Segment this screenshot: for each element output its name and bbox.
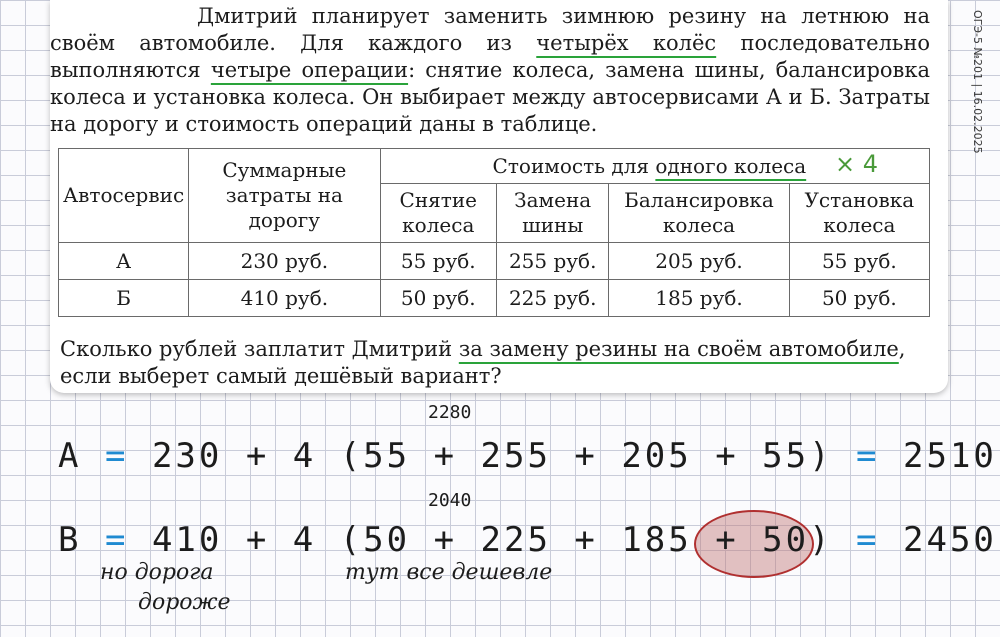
price-table — [58, 148, 930, 317]
cost-header-prefix: Стоимость для — [492, 153, 656, 178]
cell-travel: 410 руб. — [189, 280, 380, 317]
table-row — [59, 280, 930, 317]
cell-op: 50 руб. — [789, 280, 929, 317]
header-op-balancing: Балансировка колеса — [609, 184, 789, 243]
cell-op: 255 руб. — [497, 243, 609, 280]
cost-header-highlight: одного колеса — [655, 153, 807, 178]
cell-travel: 230 руб. — [189, 243, 380, 280]
note-cheaper: тут все дешевле — [345, 560, 553, 585]
cell-op: 55 руб. — [789, 243, 929, 280]
problem-statement — [50, 3, 930, 138]
problem-text-2: последовательно выполняются — [50, 31, 930, 82]
question-highlight: за замену резины на своём автомобиле — [458, 337, 899, 361]
problem-card — [50, 0, 948, 393]
note-road: но дорога — [100, 560, 214, 585]
wheels-highlight: четырёх колёс — [536, 31, 717, 55]
problem-text-3: : снятие колеса, замена шины, балансировка колеса и установка колеса. Он выбирает между автосервисами А и Б. Затраты на дорогу и стоимость операций даны в таблице. — [50, 58, 930, 136]
cell-service: Б — [59, 280, 189, 317]
b-subtotal: 2040 — [428, 490, 472, 511]
note-road-costlier: дороже — [138, 590, 231, 615]
side-stamp — [966, 10, 990, 180]
a-expression: 230 + 4 (55 + 255 + 205 + 55) — [151, 436, 833, 476]
a-equals-2: = — [856, 436, 880, 476]
b-result: 2450 — [903, 520, 997, 560]
cell-op: 50 руб. — [380, 280, 497, 317]
b-expression: 410 + 4 (50 + 225 + 185 + 50) — [151, 520, 833, 560]
a-label: А — [58, 436, 82, 476]
header-service: Автосервис — [59, 149, 189, 243]
b-label: В — [58, 520, 82, 560]
header-op-mounting: Установка колеса — [789, 184, 929, 243]
cell-op: 185 руб. — [609, 280, 789, 317]
operations-highlight: четыре операции — [210, 58, 409, 82]
table-header-row — [59, 149, 930, 184]
problem-text-1: Дмитрий планирует заменить зимнюю резину на летнюю на своём автомобиле. Для каждого из — [50, 4, 930, 55]
header-op-removal: Снятие колеса — [380, 184, 497, 243]
a-solution-line — [58, 436, 997, 476]
a-subtotal: 2280 — [428, 402, 472, 423]
question — [60, 336, 940, 390]
question-prefix: Сколько рублей заплатит Дмитрий — [60, 337, 459, 361]
cell-op: 55 руб. — [380, 243, 497, 280]
question-suffix: , если выберет самый дешёвый вариант? — [60, 337, 906, 388]
times-four-annotation: × 4 — [835, 150, 879, 178]
header-op-tire: Замена шины — [497, 184, 609, 243]
cell-op: 225 руб. — [497, 280, 609, 317]
b-solution-line — [58, 520, 997, 560]
a-result: 2510 — [903, 436, 997, 476]
header-travel: Суммарные затраты на дорогу — [189, 149, 380, 243]
table-row — [59, 243, 930, 280]
cell-op: 205 руб. — [609, 243, 789, 280]
cell-service: А — [59, 243, 189, 280]
a-equals: = — [104, 436, 129, 476]
side-stamp-text: ОГЭ-5 №201 | 16.02.2025 — [971, 10, 984, 154]
b-equals-2: = — [856, 520, 880, 560]
b-equals: = — [104, 520, 129, 560]
